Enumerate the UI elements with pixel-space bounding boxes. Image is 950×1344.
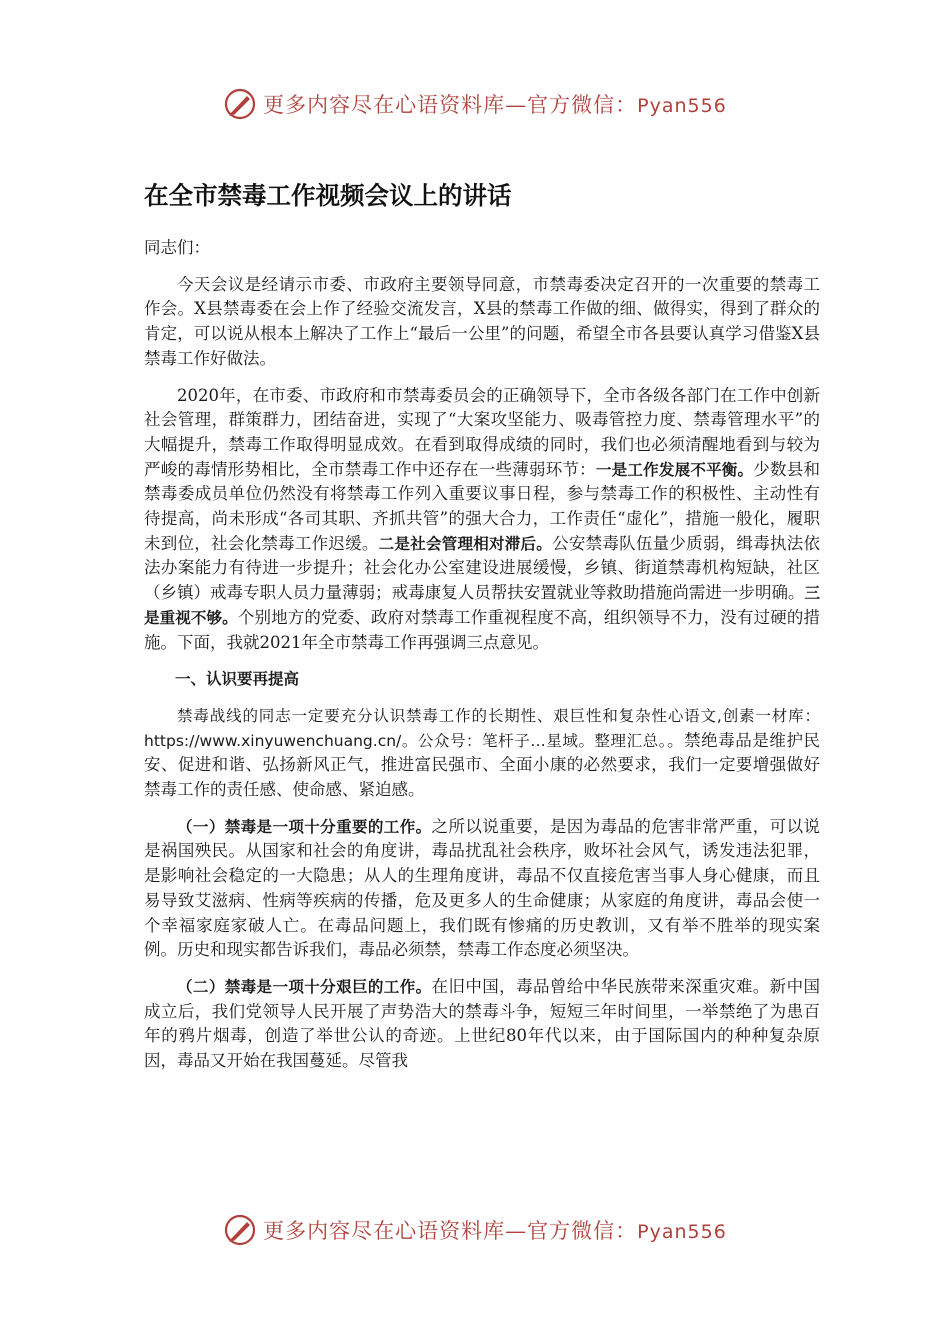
salutation: 同志们： xyxy=(144,238,210,257)
banner-text xyxy=(263,89,727,119)
document-body xyxy=(144,176,820,1086)
document-title: 在全市禁毒工作视频会议上的讲话 xyxy=(144,181,512,210)
paragraph-difficulty xyxy=(144,975,820,1074)
difficulty-heading: （二）禁毒是一项十分艰巨的工作。 xyxy=(177,977,432,996)
banner-wechat-id: Pyan556 xyxy=(637,1221,727,1243)
paragraph-awareness xyxy=(144,704,820,803)
paragraph-review xyxy=(144,384,820,656)
banner-slogan: 更多内容尽在心语资料库—官方微信： xyxy=(263,1219,638,1243)
paragraph-intro: 今天会议是经请示市委、市政府主要领导同意，市禁毒委决定召开的一次重要的禁毒工作会。X县禁毒委在会上作了经验交流发言，X县的禁毒工作做的细、做得实，得到了群众的肯定，可以说从根本上解决了工作上“最后一公里”的问题，希望全市各县要认真学习借鉴X县禁毒工作好做法。 xyxy=(144,274,820,368)
banner-slogan: 更多内容尽在心语资料库—官方微信： xyxy=(263,93,638,117)
point-three-bold: 三是重视不够。 xyxy=(144,584,820,627)
footer-banner xyxy=(0,1208,950,1252)
paragraph-importance xyxy=(144,815,820,963)
difficulty-text: 在旧中国，毒品曾给中华民族带来深重灾难。新中国成立后，我们党领导人民开展了声势浩大的禁毒斗争，短短三年时间里，一举禁绝了为患百年的鸦片烟毒，创造了举世公认的奇迹。上世纪80年代以来，由于国际国内的种种复杂原因，毒品又开始在我国蔓延。尽管我 xyxy=(144,976,820,1071)
section-heading-1: 一、认识要再提高 xyxy=(175,670,300,689)
point-one-bold: 一是工作发展不平衡。 xyxy=(595,460,754,479)
review-text-c: 少数县和禁毒委成员单位仍然没有将禁毒工作列入重要议事日程，参与禁毒工作的积极性、主动性有待提高，尚未形成“各司其职、齐抓共管”的强大合力，工作责任“虚化”，措施一般化，履职未到位，社会化禁毒工作迟缓。 xyxy=(144,459,820,553)
importance-text: 之所以说重要，是因为毒品的危害非常严重，可以说是祸国殃民。从国家和社会的角度讲，毒品扰乱社会秩序，败坏社会风气，诱发违法犯罪，是影响社会稳定的一大隐患；从人的生理角度讲，毒品不仅直接危害当事人身心健康，而且易导致艾滋病、性病等疾病的传播，危及更多人的生命健康；从家庭的角度讲，毒品会使一个幸福家庭家破人亡。在毒品问题上，我们既有惨痛的历史教训，又有举不胜举的现实案例。历史和现实都告诉我们，毒品必须禁，禁毒工作态度必须坚决。 xyxy=(144,816,820,960)
review-text-d: 公安禁毒队伍量少质弱，缉毒执法依法办案能力有待进一步提升；社会化办公室建设进展缓慢，乡镇、街道禁毒机构短缺，社区（乡镇）戒毒专职人员力量薄弱；戒毒康复人员帮扶安置就业等救助措施尚需进一步明确。 xyxy=(144,533,820,603)
point-two-bold: 二是社会管理相对滞后。 xyxy=(378,534,553,553)
banner-text xyxy=(263,1215,727,1245)
awareness-text-b: 。禁绝毒品是维护民安、促进和谐、弘扬新风正气，推进富民强市、全面小康的必然要求，我们一定要增强做好禁毒工作的责任感、使命感、紧迫感。 xyxy=(144,730,821,800)
brush-logo-icon xyxy=(223,1213,257,1247)
banner-wechat-id: Pyan556 xyxy=(637,95,727,117)
awareness-text-a: 禁毒战线的同志一定要充分认识禁毒工作的长期性、艰巨性和复杂性心语文,创素一材库：https://www.xinyuwenchuang.cn/。公众号：笔杆子…星域。整理汇总。 xyxy=(144,706,820,750)
brush-logo-icon xyxy=(223,87,257,121)
importance-heading: （一）禁毒是一项十分重要的工作。 xyxy=(177,817,432,836)
review-text-a: 2020年，在市委、市政府和市禁毒委员会的正确领导下，全市各级各部门在工作中创新社会管理，群策群力，团结奋进，实现了“大案攻坚能力、吸毒管控力度、禁毒管理水平”的大幅提升，禁毒工作取得明显成效。在看到取得成绩的同时，我们也必须清醒地看到与较为严峻的毒情形势相比，全市禁毒工作中还存在一些薄弱环节： xyxy=(144,385,820,479)
header-banner xyxy=(0,82,950,126)
review-text-e: 个别地方的党委、政府对禁毒工作重视程度不高，组织领导不力，没有过硬的措施。下面，我就2021年全市禁毒工作再强调三点意见。 xyxy=(144,607,820,652)
